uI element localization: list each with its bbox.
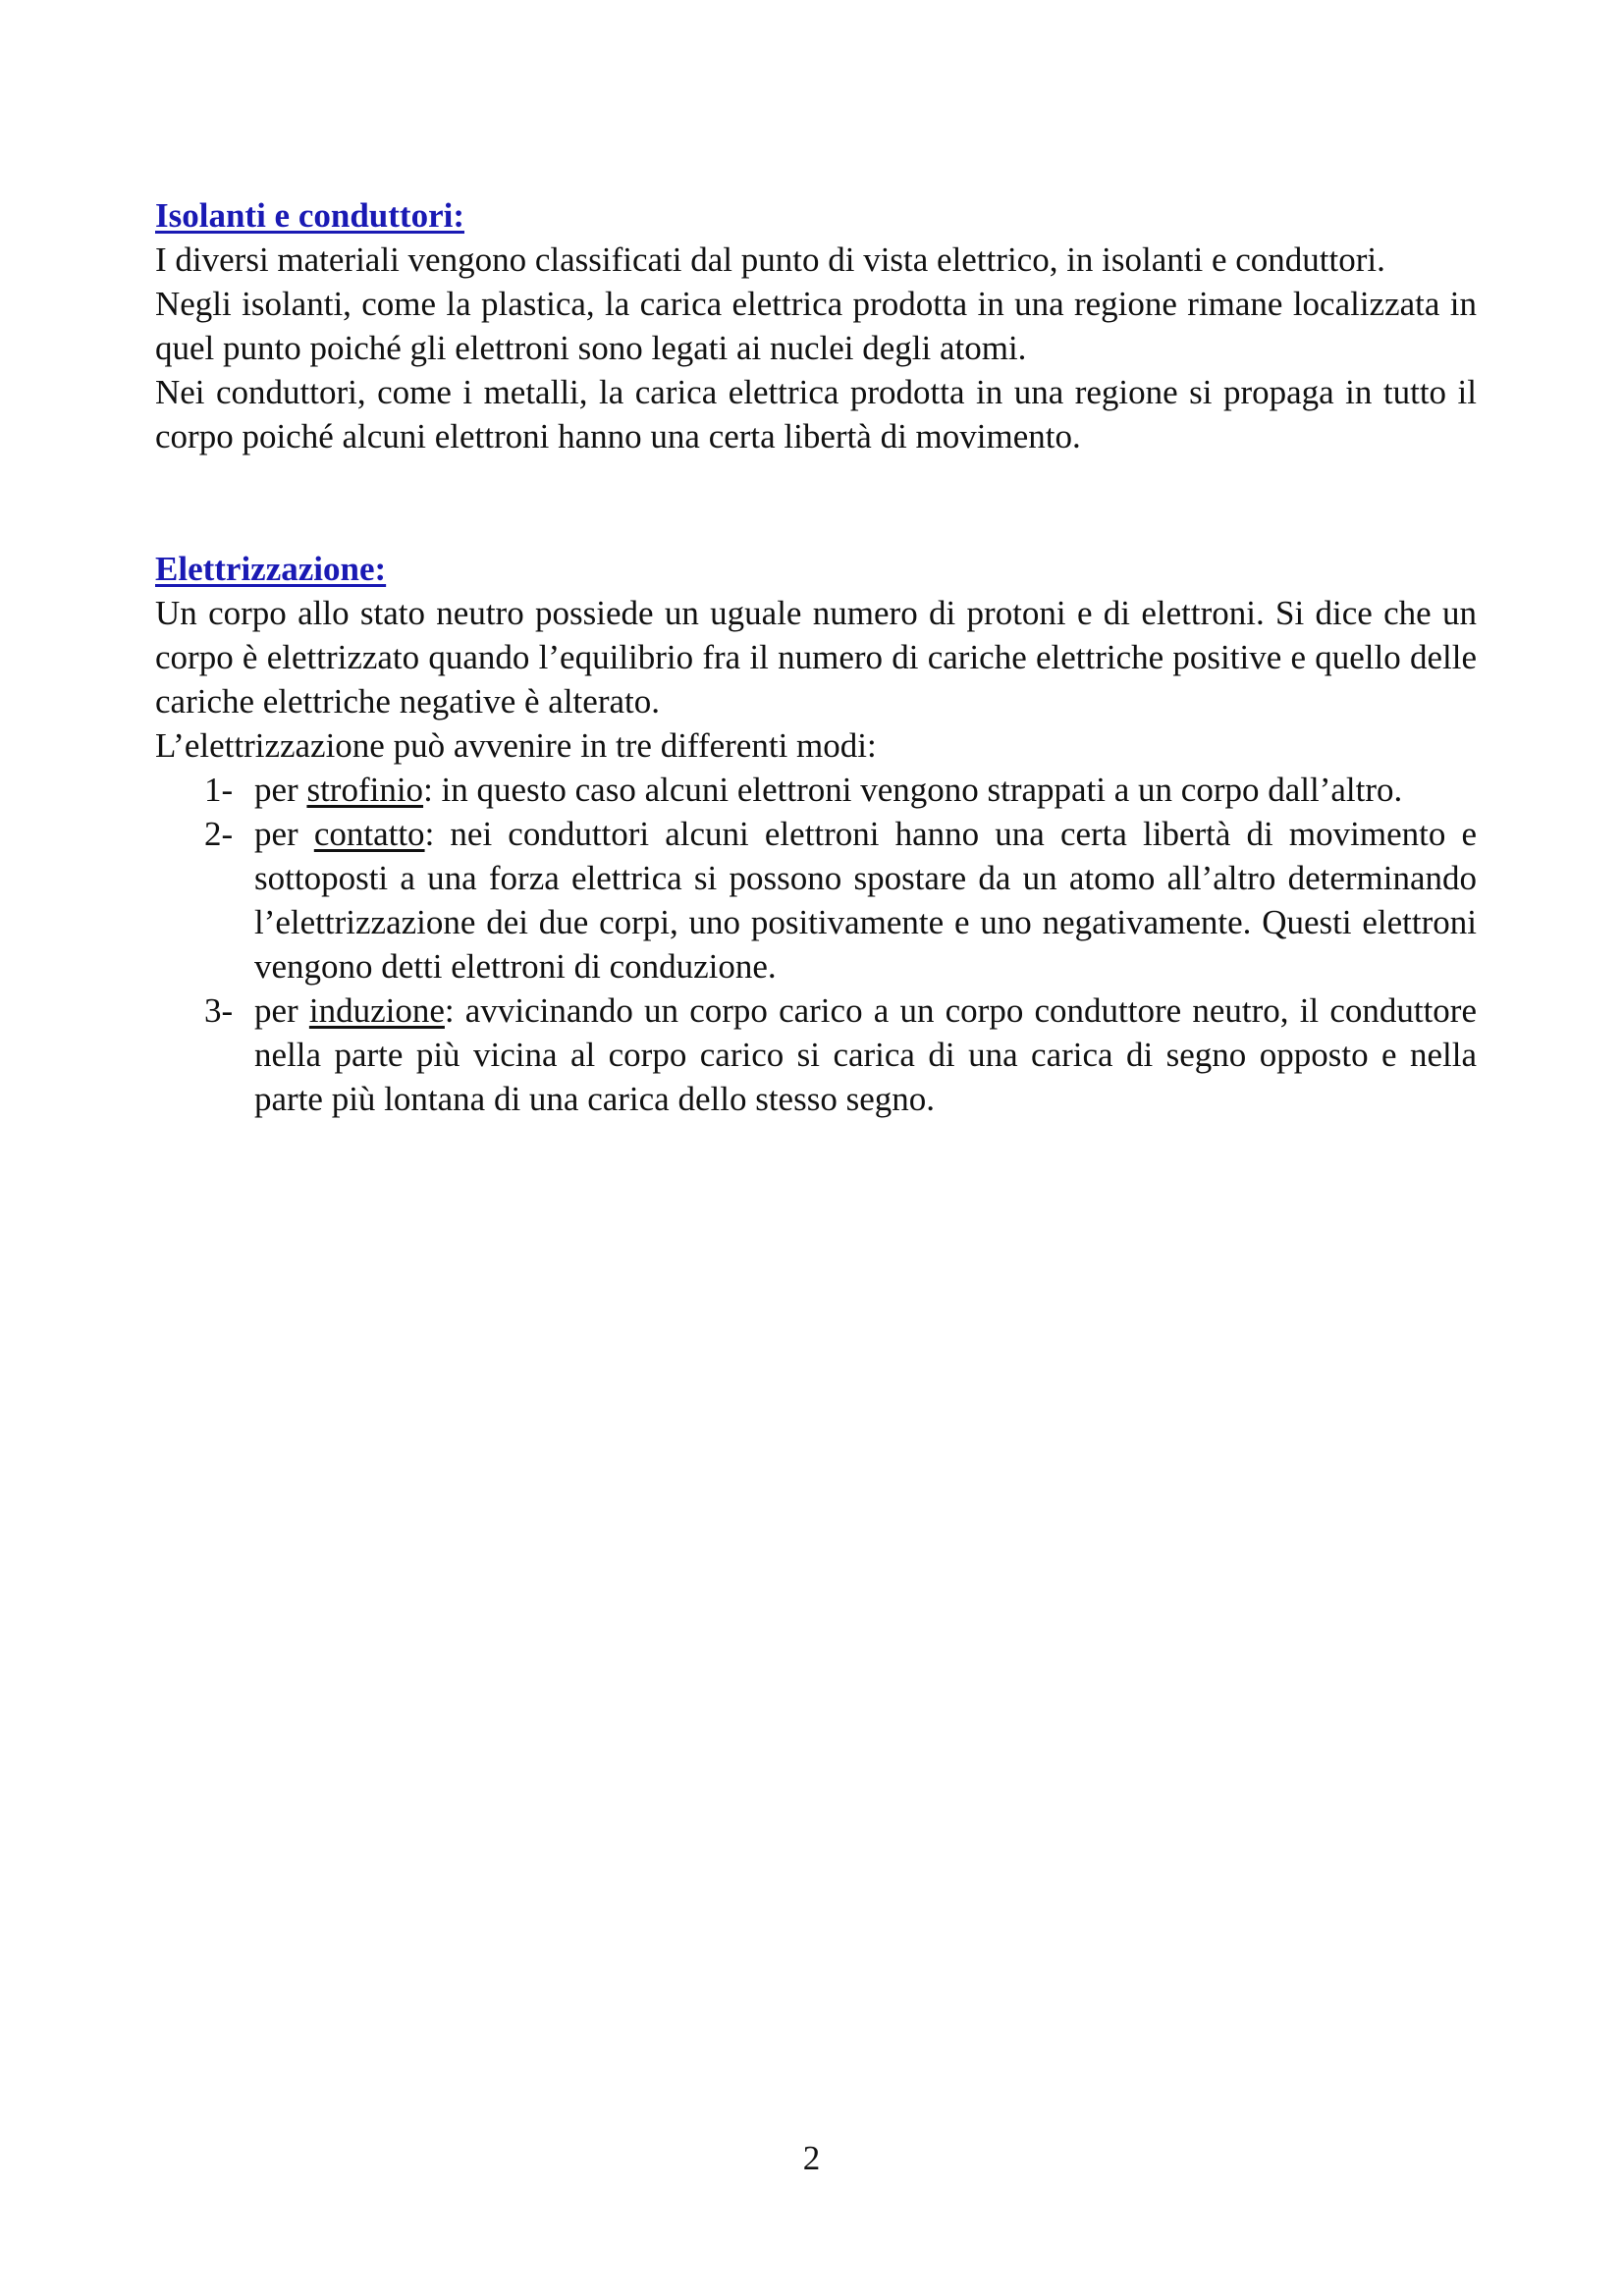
paragraph: Un corpo allo stato neutro possiede un uguale numero di protoni e di elettroni. Si dice che un corpo è elettrizzato quando l’equilibrio fra il numero di cariche elettriche positive e quello delle cariche elettriche negative è alterato. xyxy=(155,594,1477,721)
paragraph: I diversi materiali vengono classificati dal punto di vista elettrico, in isolanti e conduttori. xyxy=(155,240,1385,279)
list-item-prefix: per xyxy=(254,815,314,853)
section-isolanti-conduttori xyxy=(155,193,1477,458)
section-heading: Isolanti e conduttori: xyxy=(155,196,464,235)
section-heading: Elettrizzazione: xyxy=(155,550,387,588)
electrification-methods-list xyxy=(155,768,1477,1121)
list-item-number: 2- xyxy=(204,815,234,853)
list-item xyxy=(155,812,1477,988)
list-item-prefix: per xyxy=(254,991,309,1030)
list-item-text: : avvicinando un corpo carico a un corpo conduttore neutro, il conduttore nella parte più vicina al corpo carico si carica di una carica di segno opposto e nella parte più lontana di una carica dello stesso segno. xyxy=(254,991,1477,1118)
list-item-number: 3- xyxy=(204,991,234,1030)
page-content xyxy=(155,193,1477,1121)
paragraph: Nei conduttori, come i metalli, la carica elettrica prodotta in una regione si propaga in tutto il corpo poiché alcuni elettroni hanno una certa libertà di movimento. xyxy=(155,373,1477,455)
list-item-text: : nei conduttori alcuni elettroni hanno una certa libertà di movimento e sottoposti a una forza elettrica si possono spostare da un atomo all’altro determinando l’elettrizzazione dei due corpi, uno positivamente e uno negativamente. Questi elettroni vengono detti elettroni di conduzione. xyxy=(254,815,1477,986)
section-elettrizzazione xyxy=(155,547,1477,1121)
list-item-term: contatto xyxy=(313,815,425,853)
list-item-term: strofinio xyxy=(306,771,424,809)
list-item xyxy=(155,988,1477,1121)
list-item-term: induzione xyxy=(308,991,445,1030)
list-item-number: 1- xyxy=(204,771,234,809)
list-item-text: : in questo caso alcuni elettroni vengono strappati a un corpo dall’altro. xyxy=(423,771,1403,809)
paragraph: L’elettrizzazione può avvenire in tre differenti modi: xyxy=(155,726,877,765)
page-number: 2 xyxy=(802,2139,821,2177)
list-item xyxy=(155,768,1477,812)
section-spacer xyxy=(155,458,1477,547)
list-item-prefix: per xyxy=(254,771,307,809)
paragraph: Negli isolanti, come la plastica, la carica elettrica prodotta in una regione rimane localizzata in quel punto poiché gli elettroni sono legati ai nuclei degli atomi. xyxy=(155,285,1477,367)
